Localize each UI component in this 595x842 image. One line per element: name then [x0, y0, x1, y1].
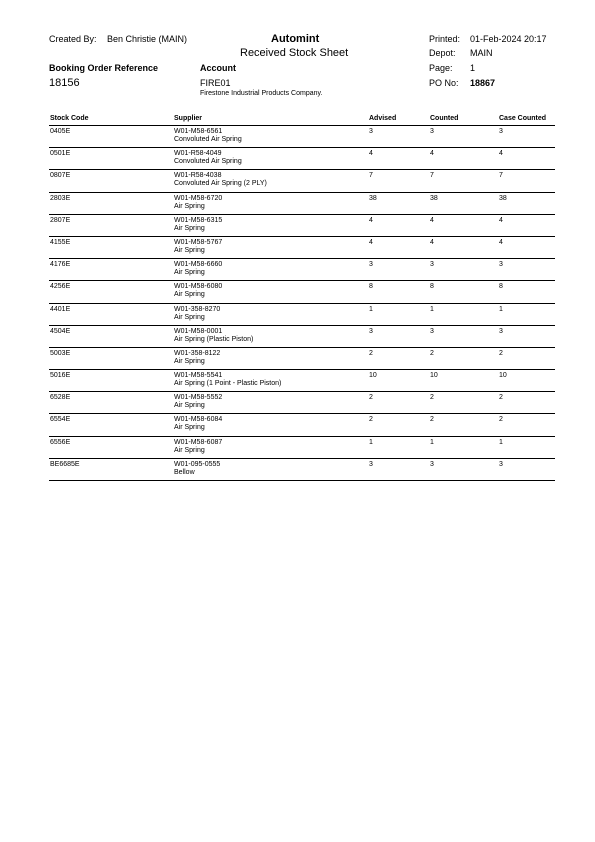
- stock-code-cell: 4401E: [50, 305, 71, 313]
- table-header: [49, 113, 555, 126]
- case-counted-cell: 4: [499, 238, 503, 246]
- supplier-description-cell: Air Spring: [174, 357, 205, 365]
- advised-cell: 3: [369, 261, 373, 269]
- supplier-code-cell: W01-M58-6080: [174, 283, 223, 291]
- stock-code-cell: 2807E: [50, 216, 71, 224]
- col-supplier: Supplier: [174, 115, 203, 122]
- counted-cell: 3: [430, 460, 434, 468]
- table-row: [49, 193, 555, 215]
- stock-code-cell: 0807E: [50, 172, 71, 180]
- advised-cell: 8: [369, 283, 373, 291]
- supplier-code-cell: W01-R58-4049: [174, 150, 222, 158]
- depot-label: Depot:: [429, 48, 456, 58]
- stock-code-cell: 4155E: [50, 238, 71, 246]
- advised-cell: 2: [369, 349, 373, 357]
- advised-cell: 3: [369, 327, 373, 335]
- counted-cell: 38: [430, 194, 438, 202]
- po-label: PO No:: [429, 78, 459, 88]
- counted-cell: 2: [430, 349, 434, 357]
- table-row: [49, 304, 555, 326]
- table-row: [49, 437, 555, 459]
- counted-cell: 8: [430, 283, 434, 291]
- advised-cell: 4: [369, 216, 373, 224]
- stock-table: [49, 113, 555, 481]
- stock-code-cell: 0501E: [50, 150, 71, 158]
- stock-code-cell: BE6685E: [50, 460, 80, 468]
- table-row: [49, 259, 555, 281]
- supplier-code-cell: W01-M58-6561: [174, 128, 223, 135]
- supplier-code-cell: W01-M58-0001: [174, 327, 223, 335]
- case-counted-cell: 38: [499, 194, 507, 202]
- stock-code-cell: 4176E: [50, 261, 71, 269]
- case-counted-cell: 1: [499, 305, 503, 313]
- advised-cell: 2: [369, 394, 373, 402]
- counted-cell: 4: [430, 216, 434, 224]
- counted-cell: 10: [430, 372, 438, 380]
- case-counted-cell: 4: [499, 216, 503, 224]
- supplier-code-cell: W01-M58-5767: [174, 238, 223, 246]
- advised-cell: 10: [369, 372, 377, 380]
- case-counted-cell: 3: [499, 261, 503, 269]
- case-counted-cell: 2: [499, 416, 503, 424]
- case-counted-cell: 3: [499, 327, 503, 335]
- advised-cell: 2: [369, 416, 373, 424]
- supplier-code-cell: W01-095-0555: [174, 460, 221, 468]
- supplier-code-cell: W01-M58-6315: [174, 216, 223, 224]
- stock-code-cell: 4256E: [50, 283, 71, 291]
- counted-cell: 4: [430, 238, 434, 246]
- supplier-description-cell: Convoluted Air Spring (2 PLY): [174, 180, 267, 188]
- counted-cell: 4: [430, 150, 434, 158]
- supplier-description-cell: Air Spring: [174, 291, 205, 299]
- depot-value: MAIN: [470, 48, 493, 58]
- stock-code-cell: 0405E: [50, 128, 71, 135]
- supplier-description-cell: Air Spring: [174, 202, 205, 210]
- table-row: [49, 148, 555, 170]
- stock-code-cell: 5003E: [50, 349, 71, 357]
- stock-code-cell: 6554E: [50, 416, 71, 424]
- stock-code-cell: 5016E: [50, 372, 71, 380]
- booking-ref-value: 18156: [49, 77, 80, 89]
- supplier-code-cell: W01-M58-6084: [174, 416, 223, 424]
- table-row: [49, 170, 555, 192]
- table-row: [49, 281, 555, 303]
- case-counted-cell: 7: [499, 172, 503, 180]
- col-stock-code: Stock Code: [50, 115, 89, 122]
- booking-ref-label: Booking Order Reference: [49, 63, 159, 73]
- supplier-description-cell: Air Spring: [174, 313, 205, 321]
- account-code: FIRE01: [200, 78, 231, 88]
- table-row: [49, 459, 555, 481]
- account-label: Account: [200, 63, 236, 73]
- supplier-description-cell: Air Spring (1 Point - Plastic Piston): [174, 380, 282, 388]
- col-counted: Counted: [430, 115, 459, 122]
- advised-cell: 38: [369, 194, 377, 202]
- counted-cell: 1: [430, 438, 434, 446]
- created-by-label: Created By:: [49, 34, 97, 44]
- case-counted-cell: 3: [499, 128, 503, 135]
- supplier-code-cell: W01-M58-6087: [174, 438, 223, 446]
- po-number: 18867: [470, 78, 496, 88]
- table-row: [49, 370, 555, 392]
- counted-cell: 7: [430, 172, 434, 180]
- supplier-description-cell: Bellow: [174, 468, 195, 476]
- supplier-description-cell: Air Spring: [174, 269, 205, 277]
- col-advised: Advised: [369, 115, 397, 122]
- table-row: [49, 215, 555, 237]
- advised-cell: 1: [369, 438, 373, 446]
- supplier-code-cell: W01-M58-5552: [174, 394, 223, 402]
- advised-cell: 3: [369, 128, 373, 135]
- created-by-value: Ben Christie (MAIN): [107, 34, 188, 44]
- supplier-description-cell: Convoluted Air Spring: [174, 158, 242, 166]
- advised-cell: 4: [369, 150, 373, 158]
- printed-value: 01-Feb-2024 20:17: [470, 34, 547, 44]
- advised-cell: 1: [369, 305, 373, 313]
- stock-code-cell: 4504E: [50, 327, 71, 335]
- advised-cell: 3: [369, 460, 373, 468]
- stock-code-cell: 6556E: [50, 438, 71, 446]
- table-row: [49, 348, 555, 370]
- counted-cell: 1: [430, 305, 434, 313]
- supplier-description-cell: Air Spring (Plastic Piston): [174, 335, 254, 343]
- case-counted-cell: 4: [499, 150, 503, 158]
- counted-cell: 3: [430, 128, 434, 135]
- case-counted-cell: 10: [499, 372, 507, 380]
- case-counted-cell: 2: [499, 349, 503, 357]
- counted-cell: 2: [430, 416, 434, 424]
- stock-code-cell: 6528E: [50, 394, 71, 402]
- page-label: Page:: [429, 63, 453, 73]
- supplier-description-cell: Air Spring: [174, 246, 205, 254]
- company-name: Automint: [271, 33, 320, 45]
- stock-code-cell: 2803E: [50, 194, 71, 202]
- col-case-counted: Case Counted: [499, 115, 547, 122]
- table-row: [49, 414, 555, 436]
- supplier-code-cell: W01-M58-6720: [174, 194, 223, 202]
- counted-cell: 3: [430, 327, 434, 335]
- page-number: 1: [470, 63, 476, 73]
- case-counted-cell: 2: [499, 394, 503, 402]
- supplier-description-cell: Convoluted Air Spring: [174, 136, 242, 143]
- account-name: Firestone Industrial Products Company.: [200, 90, 323, 97]
- advised-cell: 7: [369, 172, 373, 180]
- supplier-code-cell: W01-358-8270: [174, 305, 221, 313]
- counted-cell: 3: [430, 261, 434, 269]
- supplier-code-cell: W01-M58-5541: [174, 372, 223, 380]
- supplier-description-cell: Air Spring: [174, 424, 205, 432]
- printed-label: Printed:: [429, 34, 461, 44]
- advised-cell: 4: [369, 238, 373, 246]
- table-body: [49, 126, 555, 481]
- supplier-description-cell: Air Spring: [174, 446, 205, 454]
- supplier-code-cell: W01-R58-4038: [174, 172, 222, 180]
- supplier-code-cell: W01-M58-6660: [174, 261, 223, 269]
- table-row: [49, 326, 555, 348]
- case-counted-cell: 1: [499, 438, 503, 446]
- table-row: [49, 237, 555, 259]
- supplier-description-cell: Air Spring: [174, 224, 205, 232]
- sheet-title: Received Stock Sheet: [240, 47, 349, 59]
- counted-cell: 2: [430, 394, 434, 402]
- case-counted-cell: 3: [499, 460, 503, 468]
- supplier-description-cell: Air Spring: [174, 402, 205, 410]
- case-counted-cell: 8: [499, 283, 503, 291]
- table-row: [49, 392, 555, 414]
- supplier-code-cell: W01-358-8122: [174, 349, 221, 357]
- table-row: [49, 126, 555, 148]
